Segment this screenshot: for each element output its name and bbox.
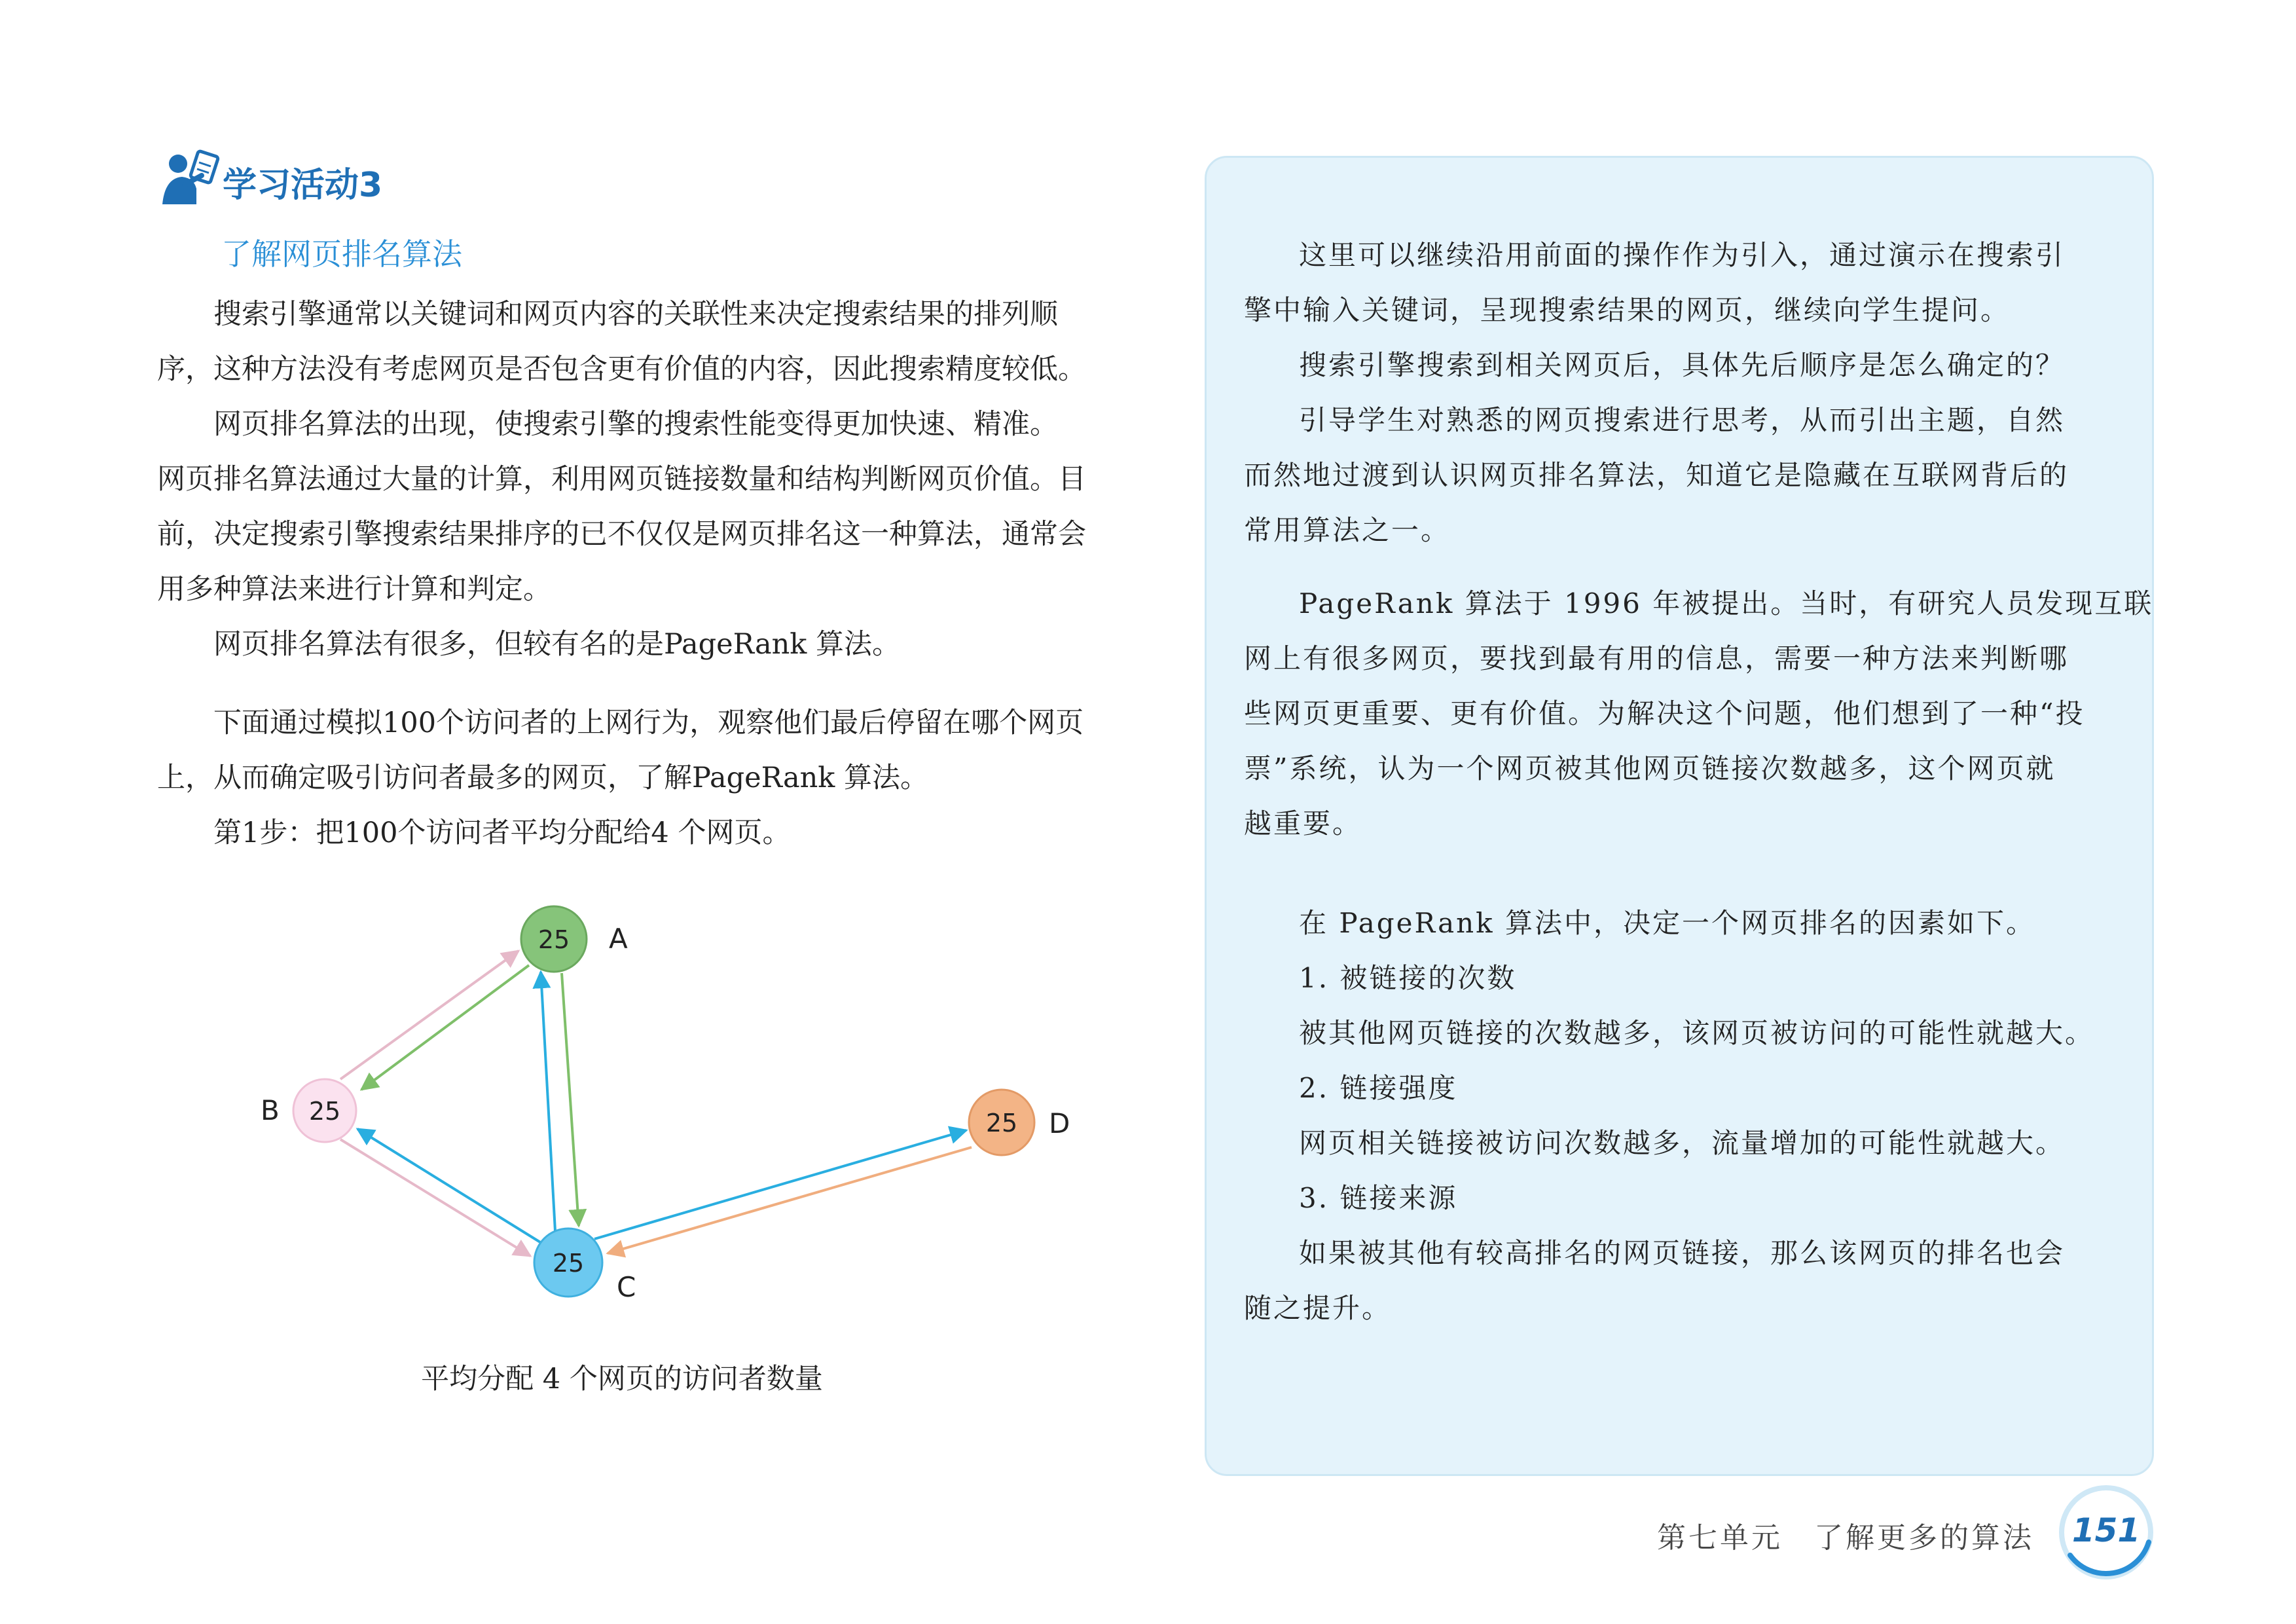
note-paragraph [1244,338,2065,393]
node-a [521,906,628,972]
edge-c-to-a [541,972,555,1231]
edge-c-to-d [594,1130,966,1239]
text-line: 序，这种方法没有考虑网页是否包含更有价值的内容，因此搜索精度较低。 [157,353,1086,386]
note-paragraph [1244,1116,2065,1171]
node-a-visitors: 25 [538,925,570,954]
text-line: 前，决定搜索引擎搜索结果排序的已不仅仅是网页排名这一种算法，通常会 [157,518,1086,551]
note-line: 常用算法之一。 [1244,514,1451,546]
note-paragraph [1244,1006,2094,1061]
note-line: 些网页更重要、更有价值。为解决这个问题，他们想到了一种“投 [1244,697,2085,729]
node-b-label: B [261,1094,280,1126]
page-number: 151 [2071,1511,2141,1549]
text-line: 网页排名算法的出现，使搜索引擎的搜索性能变得更加快速、精准。 [213,408,1058,441]
note-line: 这里可以继续沿用前面的操作作为引入，通过演示在搜索引 [1299,239,2066,271]
note-line: 3. 链接来源 [1299,1182,1458,1214]
text-line: 第1步：把100个访问者平均分配给4 个网页。 [213,817,791,849]
note-line: 搜索引擎搜索到相关网页后，具体先后顺序是怎么确定的？ [1299,349,2066,381]
note-line: 如果被其他有较高排名的网页链接，那么该网页的排名也会 [1299,1237,2066,1269]
note-paragraph [1244,393,2069,558]
node-c-visitors: 25 [552,1249,585,1278]
note-paragraph [1244,228,2065,338]
text-line: 网页排名算法有很多，但较有名的是PageRank 算法。 [213,628,901,661]
note-line: 越重要。 [1244,807,1362,840]
text-line: 网页排名算法通过大量的计算，利用网页链接数量和结构判断网页价值。目 [157,463,1086,496]
text-line: 搜索引擎通常以关键词和网页内容的关联性来决定搜索结果的排列顺 [213,298,1058,331]
text-line: 上，从而确定吸引访问者最多的网页，了解PageRank 算法。 [157,762,929,794]
edge-c-to-b [357,1129,543,1244]
node-c-label: C [617,1271,636,1303]
text-line: 用多种算法来进行计算和判定。 [157,573,551,606]
edge-a-to-c [562,973,579,1226]
note-line: 随之提升。 [1244,1292,1392,1324]
note-line: 被其他网页链接的次数越多，该网页被访问的可能性就越大。 [1299,1017,2095,1049]
note-line: 网页相关链接被访问次数越多，流量增加的可能性就越大。 [1299,1127,2066,1159]
node-c [534,1228,636,1303]
unit-title: 第七单元 了解更多的算法 [1657,1521,2034,1555]
note-line: 1. 被链接的次数 [1299,962,1517,994]
diagram-caption: 平均分配 4 个网页的访问者数量 [421,1363,823,1395]
text-line: 下面通过模拟100个访问者的上网行为，观察他们最后停留在哪个网页 [213,707,1084,739]
note-line: 擎中输入关键词，呈现搜索结果的网页，继续向学生提问。 [1244,294,2011,326]
note-line: 票”系统，认为一个网页被其他网页链接次数越多，这个网页就 [1244,752,2056,784]
node-d [969,1090,1070,1155]
note-line: 2. 链接强度 [1299,1072,1458,1104]
node-b [261,1079,356,1142]
note-line: PageRank 算法于 1996 年被提出。当时，有研究人员发现互联 [1299,587,2154,619]
note-paragraph [1244,576,2153,851]
edge-d-to-c [608,1147,972,1253]
edge-a-to-b [361,965,529,1090]
node-a-label: A [609,923,628,955]
section-subtitle: 了解网页排名算法 [221,236,462,272]
note-line: 网上有很多网页，要找到最有用的信息，需要一种方法来判断哪 [1244,642,2069,674]
note-list-heading [1244,1061,1457,1116]
activity-title: 学习活动3 [223,166,383,205]
note-line: 而然地过渡到认识网页排名算法，知道它是隐藏在互联网背后的 [1244,459,2069,491]
node-d-label: D [1049,1107,1070,1139]
note-line: 引导学生对熟悉的网页搜索进行思考，从而引出主题，自然 [1299,404,2066,436]
note-line: 在 PageRank 算法中，决定一个网页排名的因素如下。 [1299,907,2035,939]
note-paragraph [1244,896,2035,951]
pagerank-diagram [0,0,1244,1375]
node-d-visitors: 25 [985,1109,1018,1137]
edge-b-to-c [340,1139,530,1256]
note-paragraph [1244,1226,2065,1336]
edge-b-to-a [340,951,519,1079]
node-b-visitors: 25 [308,1097,341,1126]
note-list-heading [1244,1171,1457,1226]
note-list-heading [1244,951,1516,1006]
